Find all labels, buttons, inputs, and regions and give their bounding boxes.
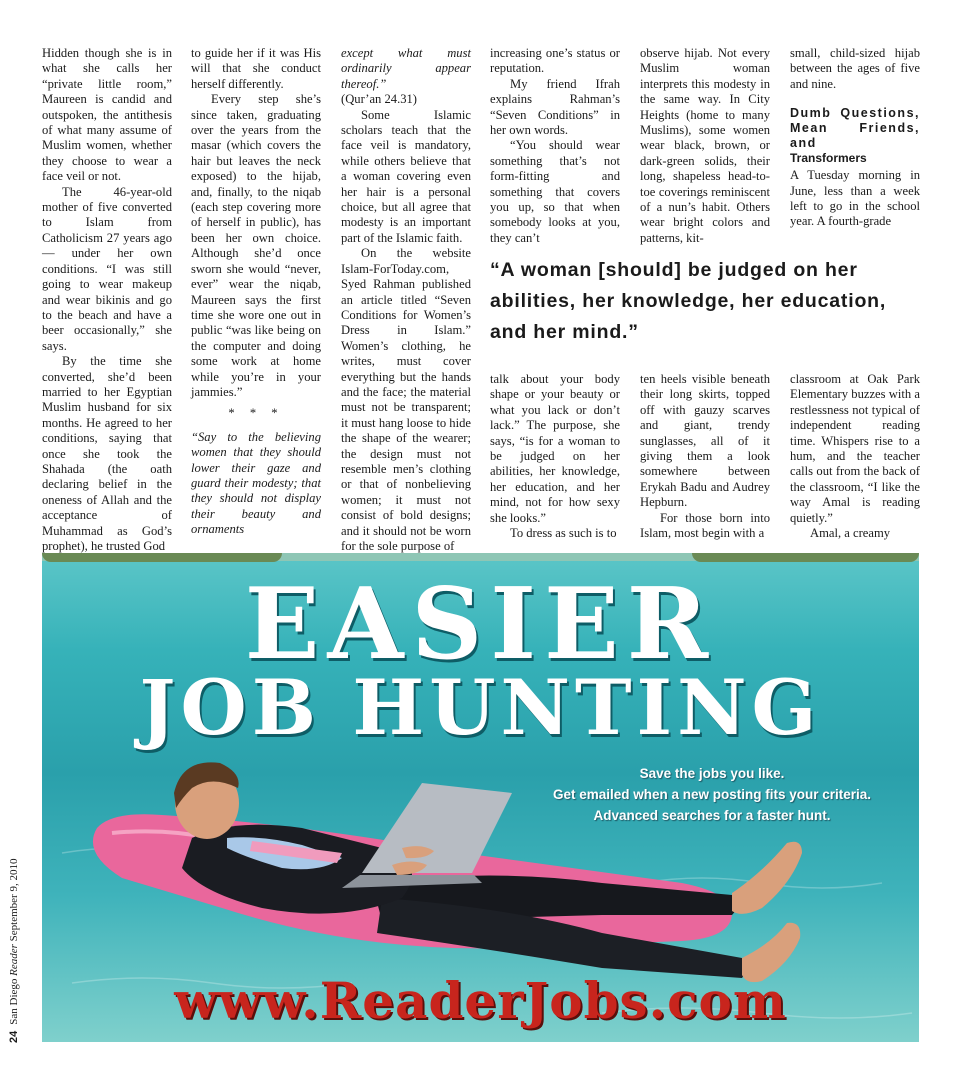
article-column-5-top — [640, 46, 770, 246]
paragraph — [790, 526, 920, 541]
ad-url-link[interactable]: www.ReaderJobs.com — [174, 971, 787, 1030]
article-column-5-bottom — [640, 372, 770, 541]
article-column-4-top — [490, 46, 620, 246]
ad-feature-line: Get emailed when a new posting fits your criteria. — [552, 787, 872, 802]
paragraph-text: My friend Ifrah explains Rahman’s “Seven Conditions” in her own words. — [490, 76, 620, 138]
paragraph — [191, 92, 321, 400]
article-column-4-bottom — [490, 372, 620, 541]
issue-date: September 9, 2010 — [8, 858, 20, 942]
ad-headline-easier: EASIER — [244, 567, 717, 682]
paragraph — [790, 46, 920, 92]
article-column-6-top — [790, 46, 920, 230]
section-break: * * * — [228, 406, 284, 421]
paragraph-text: Every step she’s since taken, graduating over the years from the masar (which covers the hair but leaves the neck exposed) to the hijab, and, finally, to the niqab (each step covering more of herself in public), has been her own choice. Although she’d once sworn she would “never, ever” wear the niqab, Maureen says the first time she wore one out in public “was like being on the computer and doing some work at home while you’re in your jammies.” — [191, 92, 321, 399]
paragraph-text: small, child-sized hijab between the ages of five and nine. — [790, 46, 920, 91]
paragraph — [790, 168, 920, 230]
publication-name-italic: Reader — [8, 944, 20, 976]
paragraph-text: talk about your body shape or your beauty or what you lack or don’t lack.” The purpose, she says, “is for a woman to be judged on her abilities, her knowledge, her education, and her mind, not for how sexy she looks.” — [490, 372, 620, 525]
paragraph-text: For those born into Islam, most begin with a — [640, 510, 770, 541]
paragraph-text: The 46-year-old mother of five converted to Islam from Catholicism 27 years ago — under her own conditions. “I was still going to wear makeup and wear bikinis and go to the beach and have a beer occasionally,” she says. — [42, 184, 172, 353]
paragraph — [490, 526, 620, 541]
paragraph-text: By the time she converted, she’d been married to her Egyptian Muslim husband for six months. He agreed to her conditions, saying that once she took the Shahada (the oath declaring belief in the oneness of Allah and the acceptance of Muhammad as God’s prophet), he trusted God — [42, 354, 172, 553]
paragraph — [640, 46, 770, 246]
paragraph-text: Amal, a creamy — [810, 526, 891, 541]
ad-headline-job-hunting: JOB HUNTING — [139, 663, 822, 752]
paragraph — [490, 372, 620, 526]
article-column-1 — [42, 46, 172, 554]
page-number: 24 — [8, 1030, 20, 1043]
paragraph-text: observe hijab. Not every Muslim woman interprets this modesty in the same way. In City Heights (home to many Muslims), some women wear black, brown, or dark-green solids, their long, shapeless head-to-toe coverings reminiscent of a nun’s habit. Others wear bright colors and patterns, kit- — [640, 46, 770, 245]
paragraph-text: A Tuesday morning in June, less than a week left to go in the school year. A fourth-grade — [790, 168, 920, 229]
scripture-quote-text: except what must ordinarily appear thereof.” — [341, 46, 471, 91]
paragraph-text: increasing one’s status or reputation. — [490, 46, 620, 76]
paragraph — [42, 185, 172, 354]
citation-text: (Qur’an 24.31) — [341, 92, 418, 107]
job-hunting-advertisement[interactable] — [42, 553, 919, 1042]
article-column-6-bottom — [790, 372, 920, 541]
paragraph-text: classroom at Oak Park Elementary buzzes with a restlessness not typical of independent reading time. Whispers rise to a hum, and the teacher calls out from the back of the classroom, “I like the way Amal is reading quietly.” — [790, 372, 920, 525]
paragraph — [341, 246, 471, 554]
citation — [341, 92, 471, 107]
paragraph — [490, 138, 620, 246]
paragraph-text: “You should wear something that’s not form-fitting and something that covers you up, so that when somebody looks at you, they can’t — [490, 138, 620, 245]
paragraph — [341, 108, 471, 247]
paragraph — [790, 372, 920, 526]
paragraph — [191, 46, 321, 92]
scripture-quote — [341, 46, 471, 92]
paragraph-text: On the website Islam-ForToday.com, Syed Rahman published an article titled “Seven Conditions for Women’s Dress in Islam.” Women’s clothing, he writes, must cover everything but the hands and the face; the material must not be transparent; it must hang loose to hide the shape of the wearer; the design must not resemble men’s clothing or that of nonbelieving women; it must not consist of bold designs; and it should not be worn for the sole purpose of — [341, 246, 471, 553]
paragraph — [490, 46, 620, 77]
pull-quote: “A woman [should] be judged on her abilities, her knowledge, her education, and her mind.” — [490, 259, 887, 343]
paragraph-text: to guide her if it was His will that she conduct herself differently. — [191, 46, 321, 91]
paragraph — [42, 46, 172, 185]
scripture-quote-text: “Say to the believing women that they should lower their gaze and guard their modesty; that they should not display their beauty and ornaments — [191, 429, 321, 537]
paragraph — [640, 511, 770, 542]
publication-name: San Diego — [8, 978, 20, 1025]
paragraph-text: Some Islamic scholars teach that the face veil is mandatory, while others believe that a woman covering even her hair is a personal choice, but all agree that modesty is an important part of the Islamic faith. — [341, 107, 471, 245]
paragraph-text: Hidden though she is in what she calls her “private little room,” Maureen is candid and outspoken, the antithesis of what many assume of Muslim women, whether they choose to wear a face veil or not. — [42, 46, 172, 184]
section-subhead — [790, 106, 920, 166]
paragraph-text: ten heels visible beneath their long skirts, topped off with gauzy scarves and giant, trendy sunglasses, all of it giving them a look somewhere between Erykah Badu and Audrey Hepburn. — [640, 372, 770, 510]
paragraph-text: To dress as such is to — [510, 526, 617, 541]
paragraph — [640, 372, 770, 511]
article-column-2 — [191, 46, 321, 538]
ad-feature-list — [512, 763, 912, 826]
paragraph — [42, 354, 172, 554]
ad-feature-line: Advanced searches for a faster hunt. — [593, 808, 831, 823]
page-footer-text — [8, 859, 20, 1043]
ad-feature-line: Save the jobs you like. — [639, 766, 785, 781]
subhead-text-last: Transformers — [790, 151, 867, 166]
article-column-3 — [341, 46, 471, 554]
scripture-quote — [191, 430, 321, 538]
subhead-text: Dumb Questions, Mean Friends, and — [790, 106, 920, 151]
paragraph — [490, 77, 620, 139]
